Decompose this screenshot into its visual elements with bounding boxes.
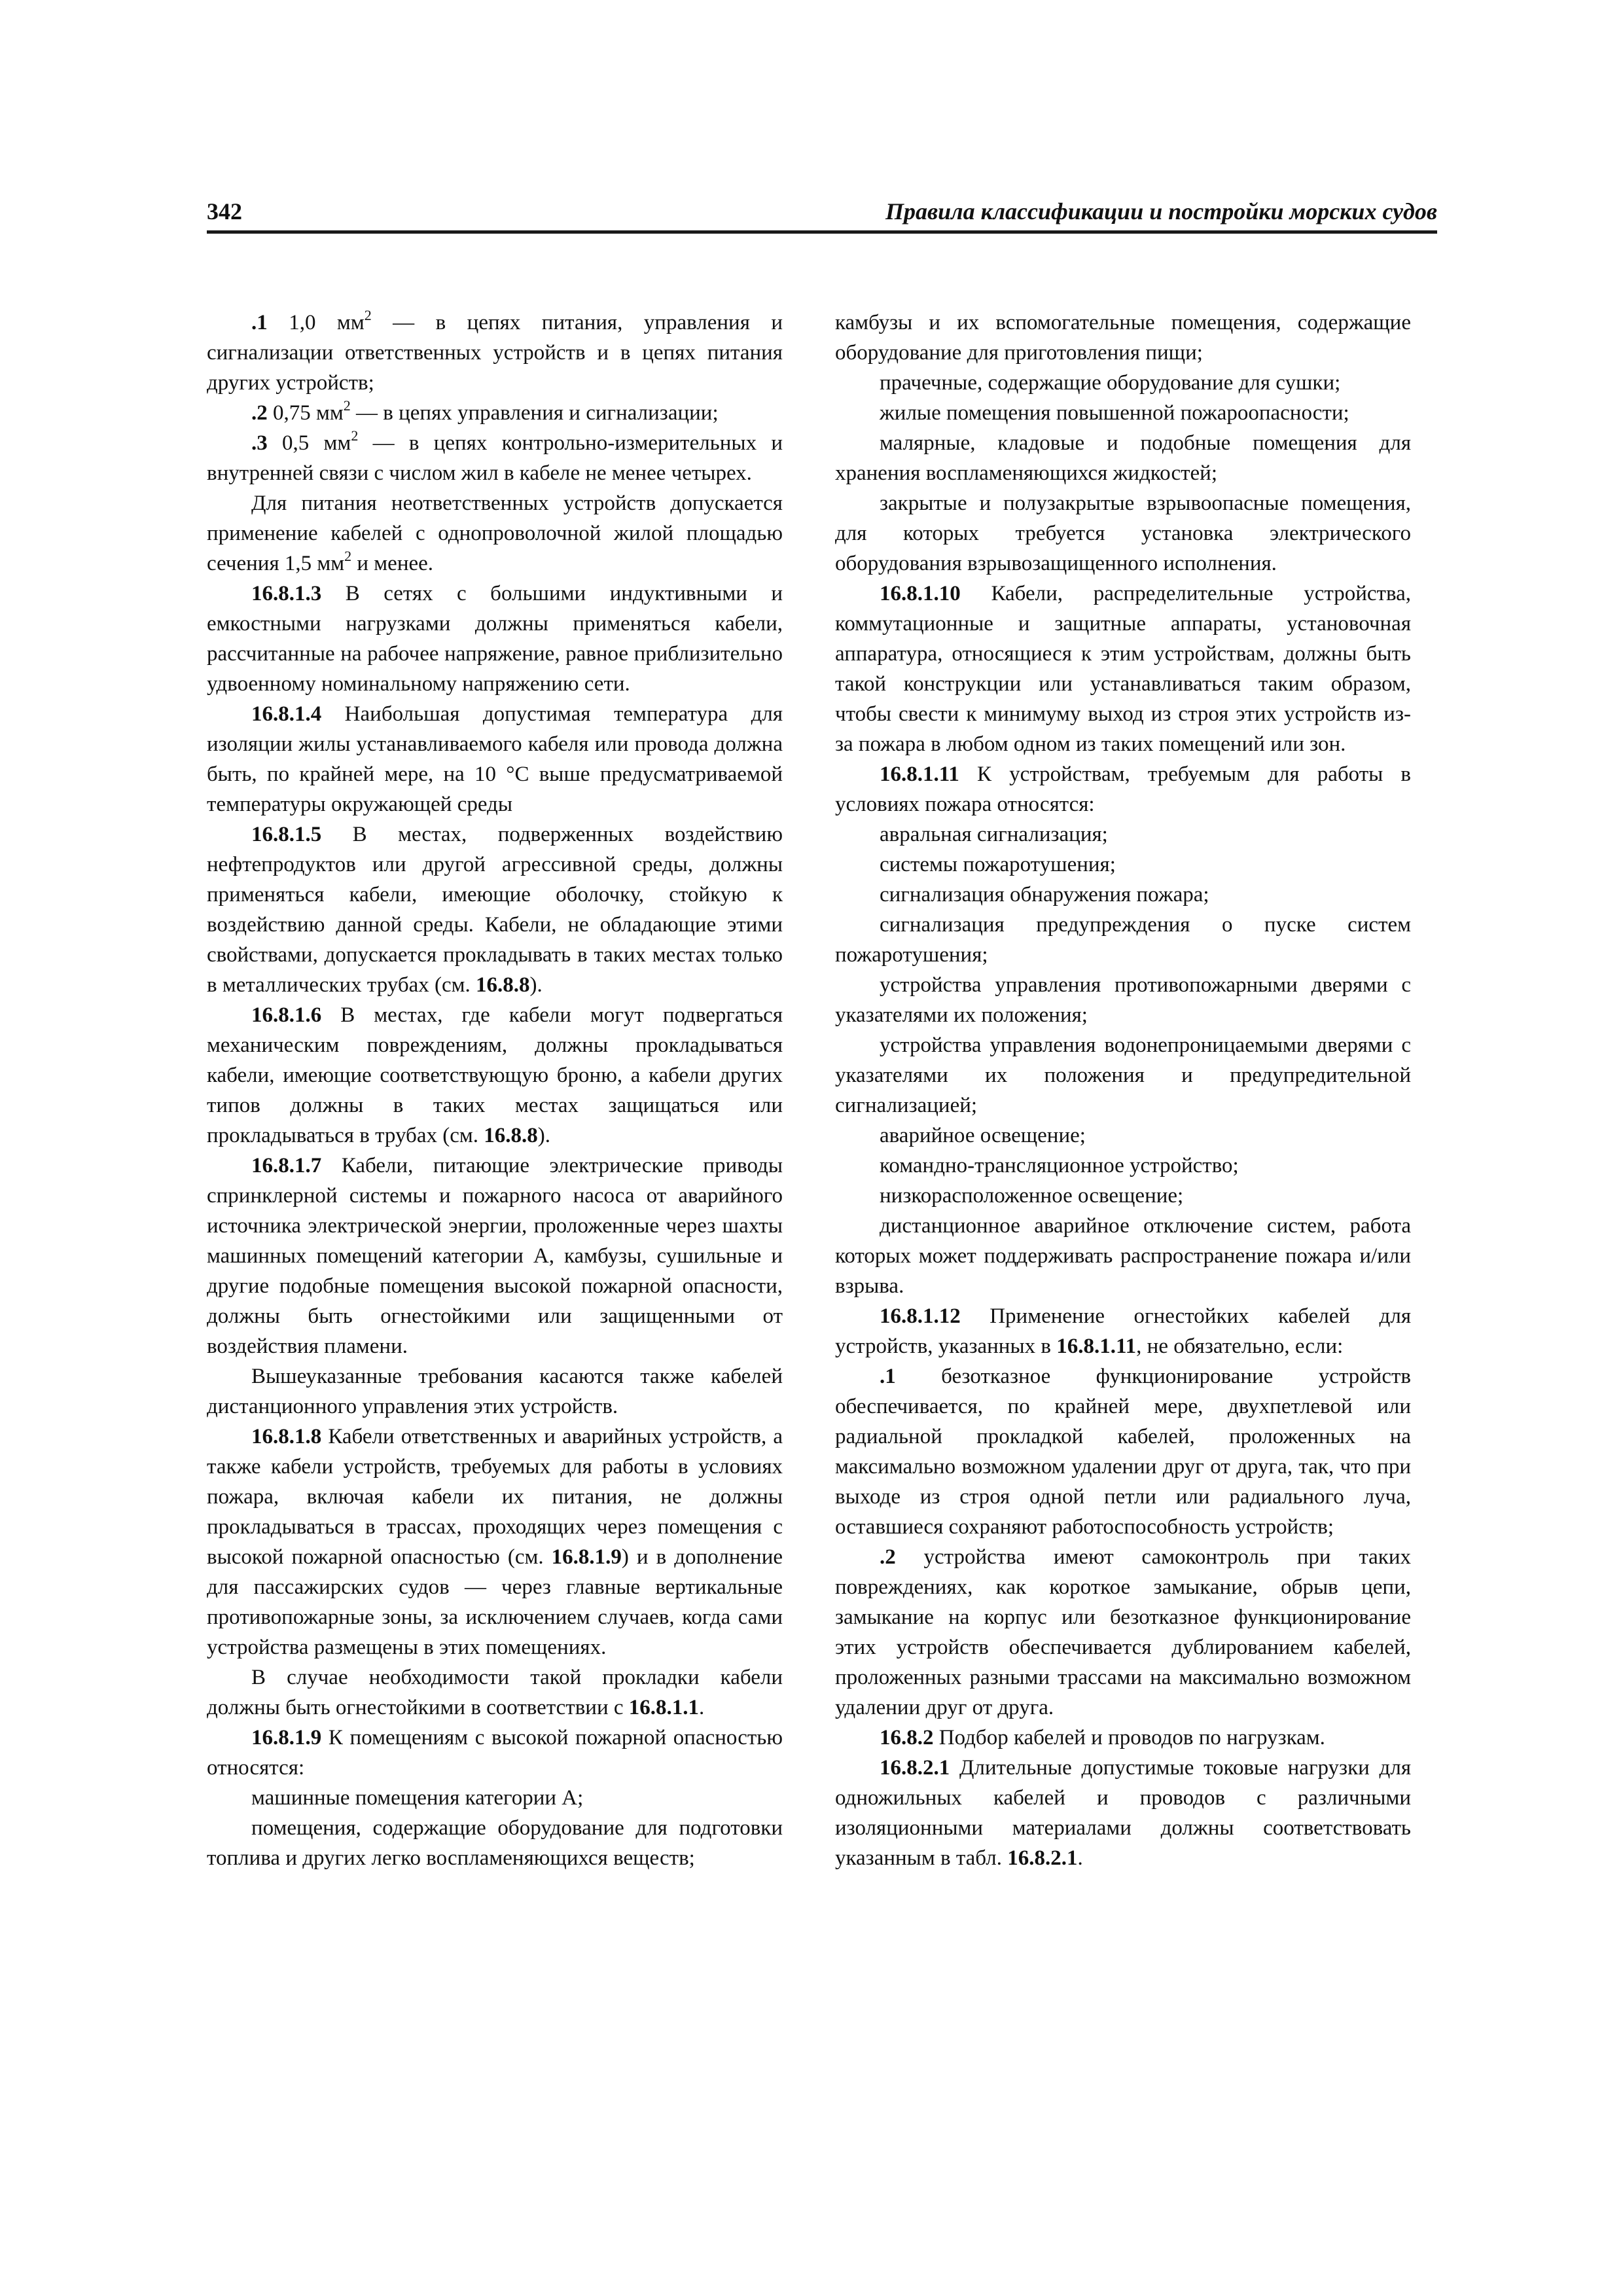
- paragraph-text: 1,0 мм: [267, 311, 365, 334]
- paragraph-text: 0,75 мм: [267, 401, 344, 425]
- clause-reference: 16.8.8: [484, 1124, 538, 1147]
- paragraph: [207, 579, 783, 699]
- paragraph-text: Кабели, распределительные устройства, коммутационные и защитные аппараты, установочная аппаратура, относящиеся к этим устройствам, должны быть такой конструкции или устанавливаться таким образом, чтобы свести к минимуму выход из строя этих устройств из-за пожара в любом одном из таких помещений или зон.: [835, 582, 1411, 756]
- paragraph-text: — в цепях контрольно-измерительных и внутренней связи с числом жил в кабеле не менее четырех.: [207, 431, 783, 485]
- clause-reference: 16.8.1.9: [551, 1545, 622, 1569]
- paragraph: [835, 488, 1411, 579]
- clause-number: 16.8.1.8: [251, 1425, 322, 1448]
- paragraph: [207, 819, 783, 1000]
- paragraph: [835, 850, 1411, 880]
- clause-number: 16.8.1.11: [880, 762, 959, 786]
- clause-reference: 16.8.1.11: [1056, 1335, 1137, 1358]
- clause-number: .2: [251, 401, 268, 425]
- paragraph-text: Для питания неответственных устройств допускается применение кабелей с однопроволочной жилой площадью сечения 1,5 мм: [207, 492, 783, 575]
- paragraph-text: камбузы и их вспомогательные помещения, содержащие оборудование для приготовления пищи;: [835, 311, 1411, 365]
- paragraph-text: Длительные допустимые токовые нагрузки для одножильных кабелей и проводов с различными изоляционными материалами должны соответствовать указанным в табл.: [835, 1756, 1411, 1870]
- paragraph: [207, 1151, 783, 1361]
- paragraph: [207, 699, 783, 819]
- paragraph-text: ).: [529, 973, 543, 997]
- paragraph-text: аварийное освещение;: [880, 1124, 1086, 1147]
- left-column: [207, 308, 783, 1873]
- paragraph-text: ) и в дополнение для пассажирских судов — через главные вертикальные противопожарные зоны, за исключением случаев, когда сами устройства размещены в этих помещениях.: [207, 1545, 783, 1659]
- paragraph-text: командно-трансляционное устройство;: [880, 1154, 1239, 1177]
- paragraph-text: В сетях с большими индуктивными и емкостными нагрузками должны применяться кабели, рассчитанные на рабочее напряжение, равное приблизительно удвоенному номинальному напряжению сети.: [207, 582, 783, 696]
- paragraph: [207, 1000, 783, 1151]
- paragraph-text: сигнализация обнаружения пожара;: [880, 883, 1209, 906]
- paragraph: [207, 1361, 783, 1422]
- paragraph: [835, 1211, 1411, 1301]
- paragraph: [835, 910, 1411, 970]
- paragraph: [207, 1723, 783, 1783]
- clause-reference: 16.8.2.1: [1007, 1846, 1078, 1870]
- paragraph-text: .: [1077, 1846, 1083, 1870]
- clause-number: 16.8.1.3: [251, 582, 322, 605]
- clause-number: .3: [251, 431, 268, 455]
- paragraph-text: помещения, содержащие оборудование для подготовки топлива и других легко воспламеняющихся веществ;: [207, 1816, 783, 1870]
- paragraph: [207, 398, 783, 428]
- running-title: Правила классификации и постройки морских судов: [885, 198, 1437, 224]
- clause-number: 16.8.1.10: [880, 582, 961, 605]
- paragraph: [835, 308, 1411, 368]
- clause-number: 16.8.1.7: [251, 1154, 322, 1177]
- paragraph: [835, 1151, 1411, 1181]
- superscript: 2: [344, 548, 352, 564]
- paragraph-text: и менее.: [351, 552, 434, 575]
- paragraph-text: дистанционное аварийное отключение систем, работа которых может поддерживать распространение пожара и/или взрыва.: [835, 1214, 1411, 1298]
- paragraph-text: устройства имеют самоконтроль при таких повреждениях, как короткое замыкание, обрыв цепи, замыкание на корпус или безотказное функционирование этих устройств обеспечивается дублированием кабелей, проложенных разными трассами на максимально возможном удалении друг от друга.: [835, 1545, 1411, 1719]
- superscript: 2: [351, 427, 359, 444]
- clause-number: .2: [880, 1545, 896, 1569]
- right-column: [835, 308, 1411, 1873]
- clause-reference: 16.8.1.1: [628, 1696, 700, 1719]
- paragraph-text: жилые помещения повышенной пожароопасности;: [880, 401, 1349, 425]
- superscript: 2: [343, 397, 351, 414]
- paragraph: [835, 819, 1411, 850]
- paragraph: [835, 579, 1411, 759]
- paragraph-text: сигнализация предупреждения о пуске систем пожаротушения;: [835, 913, 1411, 967]
- paragraph: [207, 1813, 783, 1873]
- paragraph-text: прачечные, содержащие оборудование для сушки;: [880, 371, 1341, 395]
- superscript: 2: [364, 307, 372, 323]
- paragraph-text: В местах, подверженных воздействию нефтепродуктов или другой агрессивной среды, должны применяться кабели, имеющие оболочку, стойкую к воздействию данной среды. Кабели, не обладающие этими свойствами, допускается прокладывать в таких местах только в металлических трубах (см.: [207, 823, 783, 997]
- paragraph-text: Вышеуказанные требования касаются также кабелей дистанционного управления этих устройств.: [207, 1365, 783, 1418]
- paragraph: [207, 488, 783, 579]
- paragraph-text: 0,5 мм: [267, 431, 351, 455]
- clause-number: 16.8.1.5: [251, 823, 322, 846]
- paragraph: [835, 970, 1411, 1030]
- paragraph-text: — в цепях управления и сигнализации;: [350, 401, 719, 425]
- clause-number: 16.8.1.6: [251, 1003, 322, 1027]
- paragraph: [835, 1361, 1411, 1542]
- paragraph-text: Применение огнестойких кабелей для устройств, указанных в: [835, 1304, 1411, 1358]
- paragraph: [207, 308, 783, 398]
- paragraph: [835, 759, 1411, 819]
- paragraph-text: — в цепях питания, управления и сигнализации ответственных устройств и в цепях питания других устройств;: [207, 311, 783, 395]
- paragraph-text: .: [699, 1696, 705, 1719]
- paragraph-text: авральная сигнализация;: [880, 823, 1108, 846]
- paragraph: [835, 1542, 1411, 1723]
- paragraph-text: К устройствам, требуемым для работы в условиях пожара относятся:: [835, 762, 1411, 816]
- paragraph-text: В случае необходимости такой прокладки кабели должны быть огнестойкими в соответствии с: [207, 1666, 783, 1719]
- paragraph: [835, 1121, 1411, 1151]
- paragraph-text: ).: [537, 1124, 550, 1147]
- paragraph: [207, 1422, 783, 1662]
- clause-reference: 16.8.8: [476, 973, 530, 997]
- paragraph-text: Наибольшая допустимая температура для изоляции жилы устанавливаемого кабеля или провода должна быть, по крайней мере, на 10 °С выше предусматриваемой температуры окружающей среды: [207, 702, 783, 816]
- page-header: [207, 198, 1437, 234]
- paragraph: [207, 1662, 783, 1723]
- paragraph-text: устройства управления водонепроницаемыми дверями с указателями их положения и предупредительной сигнализацией;: [835, 1033, 1411, 1117]
- paragraph-text: устройства управления противопожарными дверями с указателями их положения;: [835, 973, 1411, 1027]
- paragraph-text: системы пожаротушения;: [880, 853, 1116, 876]
- paragraph-text: В местах, где кабели могут подвергаться механическим повреждениям, должны прокладываться кабели, имеющие соответствующую броню, а кабели других типов должны в таких местах защищаться или прокладываться в трубах (см.: [207, 1003, 783, 1147]
- paragraph-text: , не обязательно, если:: [1136, 1335, 1344, 1358]
- paragraph: [835, 428, 1411, 488]
- page-number: 342: [207, 198, 242, 224]
- paragraph-text: Кабели ответственных и аварийных устройств, а также кабели устройств, требуемых для работы в условиях пожара, включая кабели их питания, не должны прокладываться в трассах, проходящих через помещения с высокой пожарной опасностью (см.: [207, 1425, 783, 1569]
- paragraph: [207, 428, 783, 488]
- clause-number: .1: [880, 1365, 896, 1388]
- paragraph: [835, 1301, 1411, 1361]
- paragraph-text: Кабели, питающие электрические приводы спринклерной системы и пожарного насоса от аварийного источника электрической энергии, проложенные через шахты машинных помещений категории А, камбузы, сушильные и другие подобные помещения высокой пожарной опасности, должны быть огнестойкими или защищенными от воздействия пламени.: [207, 1154, 783, 1358]
- paragraph-text: низкорасположенное освещение;: [880, 1184, 1184, 1208]
- clause-number: 16.8.1.12: [880, 1304, 961, 1328]
- clause-number: 16.8.2: [880, 1726, 934, 1749]
- clause-number: 16.8.2.1: [880, 1756, 950, 1780]
- paragraph-text: К помещениям с высокой пожарной опасностью относятся:: [207, 1726, 783, 1780]
- paragraph-text: Подбор кабелей и проводов по нагрузкам.: [933, 1726, 1325, 1749]
- paragraph-text: безотказное функционирование устройств обеспечивается, по крайней мере, двухпетлевой или радиальной прокладкой кабелей, проложенных на максимально возможном удалении друг от друга, так, что при выходе из строя одной петли или радиального луча, оставшиеся сохраняют работоспособность устройств;: [835, 1365, 1411, 1539]
- paragraph: [207, 1783, 783, 1813]
- paragraph-text: машинные помещения категории А;: [251, 1786, 584, 1810]
- paragraph: [835, 880, 1411, 910]
- paragraph: [835, 1181, 1411, 1211]
- clause-number: .1: [251, 311, 268, 334]
- paragraph: [835, 398, 1411, 428]
- clause-number: 16.8.1.4: [251, 702, 322, 726]
- clause-number: 16.8.1.9: [251, 1726, 322, 1749]
- paragraph: [835, 1030, 1411, 1121]
- paragraph: [835, 1753, 1411, 1873]
- paragraph: [835, 1723, 1411, 1753]
- paragraph-text: малярные, кладовые и подобные помещения для хранения воспламеняющихся жидкостей;: [835, 431, 1411, 485]
- paragraph-text: закрытые и полузакрытые взрывоопасные помещения, для которых требуется установка электрического оборудования взрывозащищенного исполнения.: [835, 492, 1411, 575]
- paragraph: [835, 368, 1411, 398]
